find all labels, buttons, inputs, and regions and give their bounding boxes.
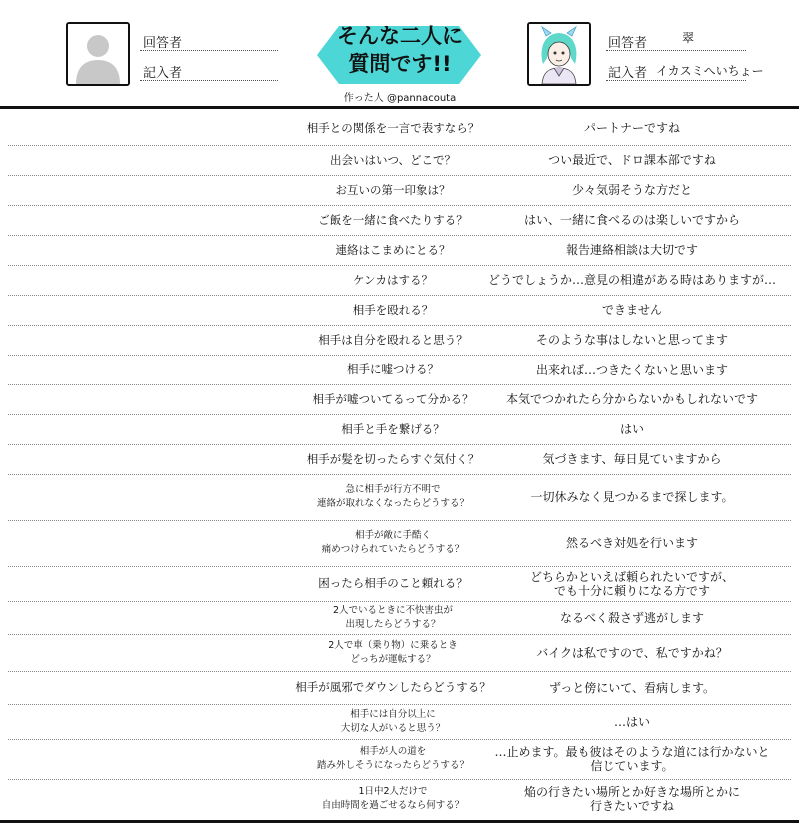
question-text: 相手が嘘ついてるって分かる？ xyxy=(312,392,474,406)
left-respondent-label: 回答者 xyxy=(143,36,183,51)
qa-row xyxy=(0,326,799,356)
question-text: お互いの第一印象は？ xyxy=(335,183,451,197)
answer-text: はい xyxy=(619,422,644,436)
qa-row xyxy=(0,445,799,475)
qa-row xyxy=(0,266,799,296)
qa-row xyxy=(0,635,799,672)
answer-text: …止めます。最も彼はそのような道には行かないと 信じています。 xyxy=(494,745,770,773)
question-text: 相手が敵に手酷く 痛めつけられていたらどうする？ xyxy=(321,530,465,555)
question-text: 相手に嘘つける？ xyxy=(347,362,439,376)
qa-row xyxy=(0,176,799,206)
answer-text: なるべく殺さず逃がします xyxy=(559,611,704,625)
answer-text: 焔の行きたい場所とか好きな場所とかに 行きたいですね xyxy=(523,785,740,813)
answer-text: 報告連絡相談は大切です xyxy=(565,243,698,257)
qa-row xyxy=(0,740,799,780)
qa-row xyxy=(0,112,799,146)
title-line-2: 質問です!! xyxy=(348,52,452,76)
qa-row xyxy=(0,567,799,602)
qa-row xyxy=(0,602,799,635)
answer-text: 少々気弱そうな方だと xyxy=(571,183,692,197)
bottom-rule xyxy=(0,820,799,823)
right-writer-value: イカスミへいちょー xyxy=(656,64,764,78)
question-text: 相手には自分以上に 大切な人がいると思う？ xyxy=(340,709,446,734)
question-text: 出会いはいつ、どこで？ xyxy=(329,153,457,167)
answer-text: パートナーですね xyxy=(583,121,680,135)
qa-row xyxy=(0,356,799,385)
question-text: ご飯を一緒に食べたりする？ xyxy=(318,213,468,227)
qa-row xyxy=(0,296,799,326)
right-writer-label: 記入者 xyxy=(608,66,648,81)
answer-text: 一切休みなく見つかるまで探します。 xyxy=(530,490,734,504)
question-text: 相手が人の道を 踏み外しそうになったらどうする？ xyxy=(316,746,469,771)
question-text: 1日中2人だけで 自由時間を過ごせるなら何する？ xyxy=(321,786,465,811)
title-line-1: そんな二人に xyxy=(337,24,463,48)
question-text: ケンカはする？ xyxy=(353,273,433,287)
answer-text: …はい xyxy=(613,715,650,729)
qa-row xyxy=(0,672,799,705)
qa-row xyxy=(0,236,799,266)
qa-row xyxy=(0,521,799,567)
question-text: 相手を殴れる？ xyxy=(352,303,434,317)
question-text: 2人でいるときに不快害虫が 出現したらどうする？ xyxy=(332,605,454,630)
qa-row xyxy=(0,415,799,445)
question-text: 相手との関係を一言で表すなら？ xyxy=(306,121,480,135)
answer-text: どうでしょうか…意見の相違がある時はありますが… xyxy=(487,273,776,287)
right-respondent-value: 翠 xyxy=(682,31,695,45)
qa-row xyxy=(0,206,799,236)
answer-text: 気づきます、毎日見ていますから xyxy=(542,452,722,466)
creator-credit: 作った人 @pannacouta xyxy=(343,93,457,104)
answer-text: どちらかといえば頼られたいですが、 でも十分に頼りになる方です xyxy=(529,570,734,598)
question-text: 相手は自分を殴れると思う？ xyxy=(318,333,468,347)
question-text: 相手が風邪でダウンしたらどうする？ xyxy=(295,680,491,694)
answer-text: はい、一緒に食べるのは楽しいですから xyxy=(523,213,740,227)
answer-text: できません xyxy=(601,303,662,317)
question-text: 連絡はこまめにとる？ xyxy=(335,243,451,257)
answer-text: そのような事はしないと思ってます xyxy=(535,333,728,347)
answer-text: 然るべき対処を行います xyxy=(565,536,698,550)
answer-text: バイクは私ですので、私ですかね？ xyxy=(536,646,728,660)
qa-row xyxy=(0,475,799,521)
question-text: 困ったら相手のこと頼れる？ xyxy=(318,576,468,590)
qa-row xyxy=(0,385,799,415)
right-respondent-label: 回答者 xyxy=(608,36,648,51)
answer-text: ずっと傍にいて、看病します。 xyxy=(548,681,716,695)
answer-text: 本気でつかれたら分からないかもしれないです xyxy=(505,392,758,406)
question-text: 2人で車（乗り物）に乗るとき どっちが運転する？ xyxy=(328,640,458,665)
qa-row xyxy=(0,780,799,820)
answer-text: つい最近で、ドロ課本部ですね xyxy=(548,153,716,167)
qa-row xyxy=(0,705,799,740)
question-text: 相手と手を繋げる？ xyxy=(341,422,445,436)
left-writer-label: 記入者 xyxy=(143,66,183,81)
question-text: 急に相手が行方不明で 連絡が取れなくなったらどうする？ xyxy=(316,484,469,509)
question-text: 相手が髪を切ったらすぐ気付く？ xyxy=(306,452,480,466)
answer-text: 出来れば…つきたくないと思います xyxy=(535,363,728,377)
qa-row xyxy=(0,146,799,176)
